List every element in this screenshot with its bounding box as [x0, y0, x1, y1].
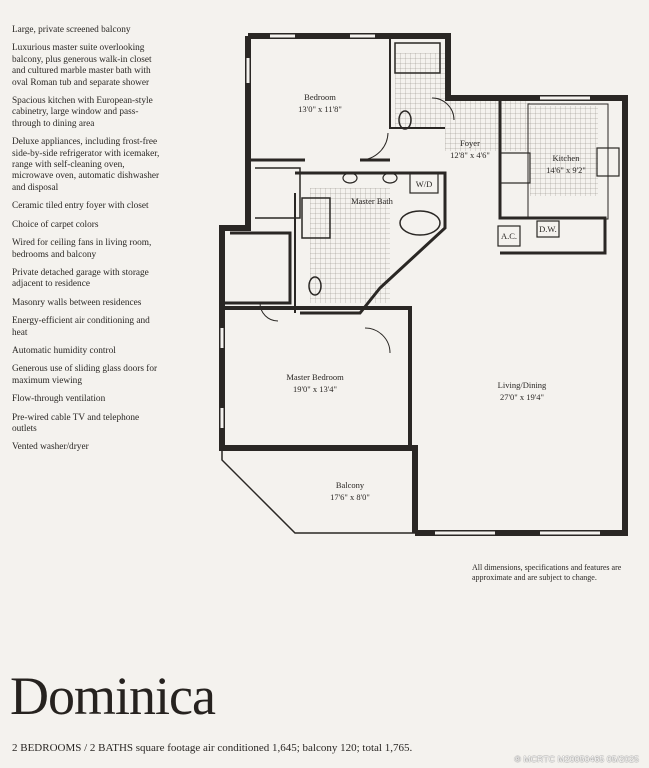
ac-label: A.C.	[500, 231, 518, 241]
room-dims-kitchen: 14'6" x 9'2"	[546, 165, 586, 175]
room-dims-master-bedroom: 19'0" x 13'4"	[292, 384, 338, 394]
features-list	[12, 25, 162, 461]
feature-item: Generous use of sliding glass doors for maximum viewing	[12, 364, 158, 386]
room-name-foyer: Foyer	[460, 138, 480, 148]
room-name-balcony: Balcony	[335, 480, 365, 490]
feature-item: Wired for ceiling fans in living room, bedrooms and balcony	[12, 238, 152, 260]
room-name-living-dining: Living/Dining	[497, 380, 547, 390]
feature-item: Ceramic tiled entry foyer with closet	[12, 201, 149, 212]
disclaimer: All dimensions, specifications and features are approximate and are subject to change.	[472, 563, 622, 582]
plan-summary: 2 BEDROOMS / 2 BATHS square footage air conditioned 1,645; balcony 120; total 1,765.	[12, 742, 413, 754]
feature-item: Spacious kitchen with European-style cabinetry, large window and pass-through to dining area	[12, 96, 153, 129]
feature-item: Private detached garage with storage adjacent to residence	[12, 267, 149, 290]
feature-item: Automatic humidity control	[12, 345, 116, 356]
feature-item: Masonry walls between residences	[12, 297, 142, 308]
dishwasher-label: D.W.	[539, 224, 557, 234]
feature-item: Choice of carpet colors	[12, 219, 99, 230]
feature-item: Pre-wired cable TV and telephone outlets	[12, 412, 140, 434]
feature-item: Vented washer/dryer	[12, 442, 89, 453]
feature-item: Flow-through ventilation	[12, 394, 106, 405]
room-name-bedroom: Bedroom	[304, 92, 336, 102]
feature-item: Energy-efficient air conditioning and heat	[12, 316, 150, 338]
watermark: ® MCRTC M20050465 05/2025	[514, 754, 639, 764]
room-dims-bedroom: 13'0" x 11'8"	[298, 104, 342, 114]
feature-item: Large, private screened balcony	[12, 25, 131, 35]
room-dims-balcony: 17'6" x 8'0"	[330, 492, 370, 502]
feature-item: Deluxe appliances, including frost-free side-by-side refrigerator with icemaker, range with self-cleaning oven, microwave oven, automatic dishwasher and disposal	[12, 137, 160, 193]
washer-dryer-label: W/D	[415, 179, 433, 189]
floor-plan	[200, 28, 640, 548]
room-dims-living-dining: 27'0" x 19'4"	[499, 392, 545, 402]
plan-title: Dominica	[10, 666, 215, 726]
room-name-master-bedroom: Master Bedroom	[286, 372, 344, 382]
room-dims-foyer: 12'8" x 4'6"	[450, 150, 490, 160]
room-name-kitchen: Kitchen	[552, 153, 580, 163]
room-name-master-bath: Master Bath	[351, 196, 393, 206]
feature-item: Luxurious master suite overlooking balcony, plus generous walk-in closet and cultured marble master bath with oval Roman tub and separate shower	[12, 43, 152, 88]
